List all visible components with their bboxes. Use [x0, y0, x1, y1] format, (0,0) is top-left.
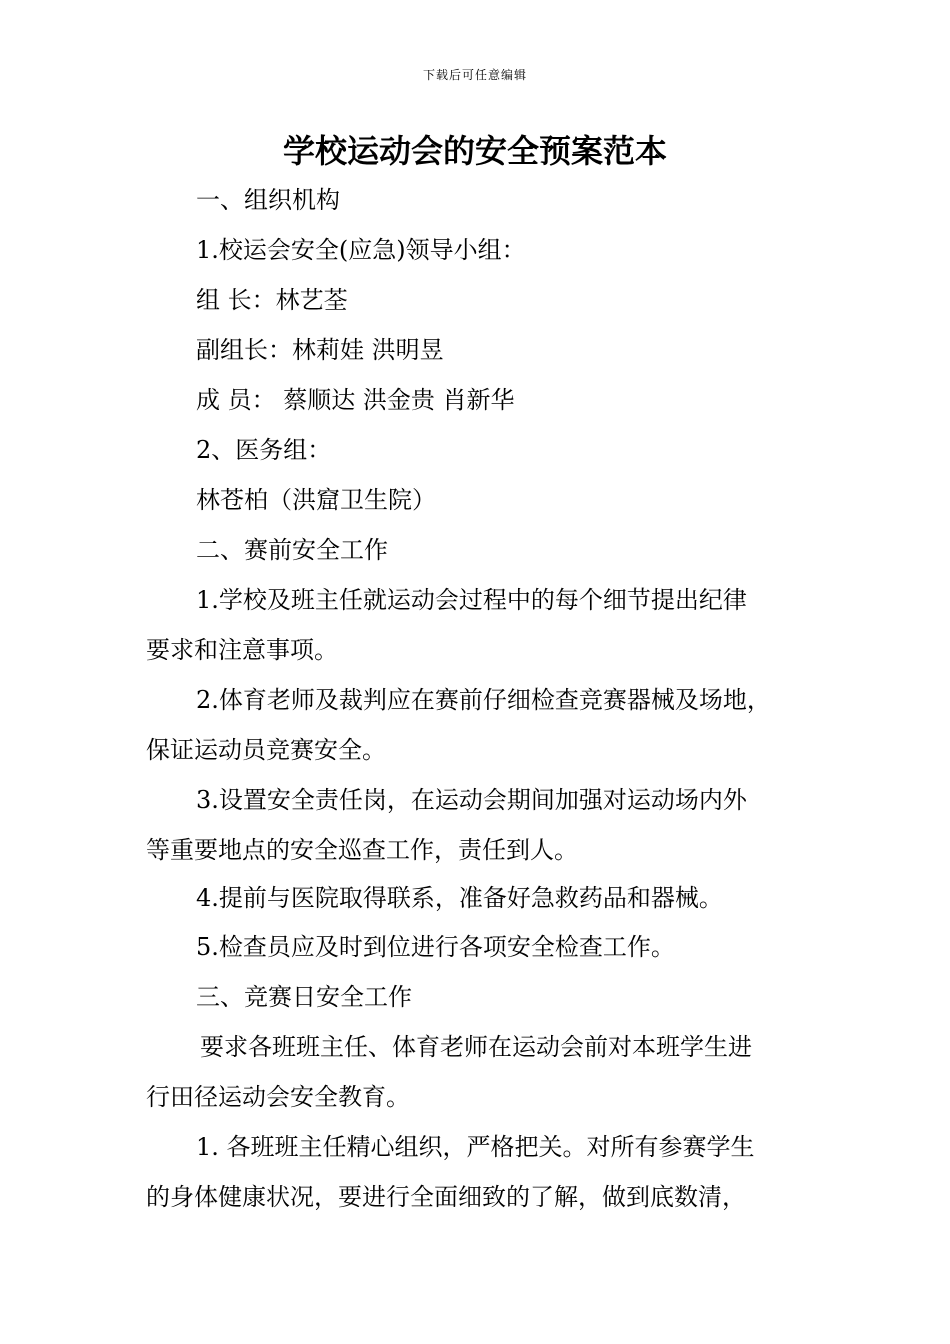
section-heading-pre-race: 二、赛前安全工作 [196, 536, 388, 564]
paragraph-line: 成 员： 蔡顺达 洪金贵 肖新华 [196, 386, 515, 414]
paragraph-line: 的身体健康状况，要进行全面细致的了解，做到底数清， [146, 1183, 746, 1211]
page-title: 学校运动会的安全预案范本 [282, 132, 667, 170]
paragraph-line: 1. 各班班主任精心组织，严格把关。对所有参赛学生 [196, 1133, 755, 1161]
paragraph-line: 4.提前与医院取得联系，准备好急救药品和器械。 [196, 884, 723, 912]
paragraph-line: 林苍柏（洪窟卫生院） [196, 486, 436, 514]
paragraph-line: 5.检查员应及时到位进行各项安全检查工作。 [196, 933, 675, 961]
paragraph-line: 组 长：林艺荃 [196, 286, 348, 314]
paragraph-line: 要求各班班主任、体育老师在运动会前对本班学生进 [200, 1033, 752, 1061]
paragraph-line: 2、医务组： [196, 436, 332, 464]
paragraph-line: 副组长：林莉娃 洪明昱 [196, 336, 444, 364]
header-note: 下载后可任意编辑 [422, 68, 527, 82]
paragraph-line: 1.校运会安全(应急)领导小组： [196, 236, 526, 264]
paragraph-line: 1.学校及班主任就运动会过程中的每个细节提出纪律 [196, 586, 747, 614]
paragraph-line: 等重要地点的安全巡查工作，责任到人。 [146, 836, 578, 864]
section-heading-organization: 一、组织机构 [196, 186, 340, 214]
paragraph-line: 2.体育老师及裁判应在赛前仔细检查竞赛器械及场地， [196, 686, 771, 714]
paragraph-line: 3.设置安全责任岗，在运动会期间加强对运动场内外 [196, 786, 747, 814]
paragraph-line: 要求和注意事项。 [146, 636, 338, 664]
paragraph-line: 保证运动员竞赛安全。 [146, 736, 386, 764]
section-heading-race-day: 三、竞赛日安全工作 [196, 983, 412, 1011]
paragraph-line: 行田径运动会安全教育。 [146, 1083, 410, 1111]
